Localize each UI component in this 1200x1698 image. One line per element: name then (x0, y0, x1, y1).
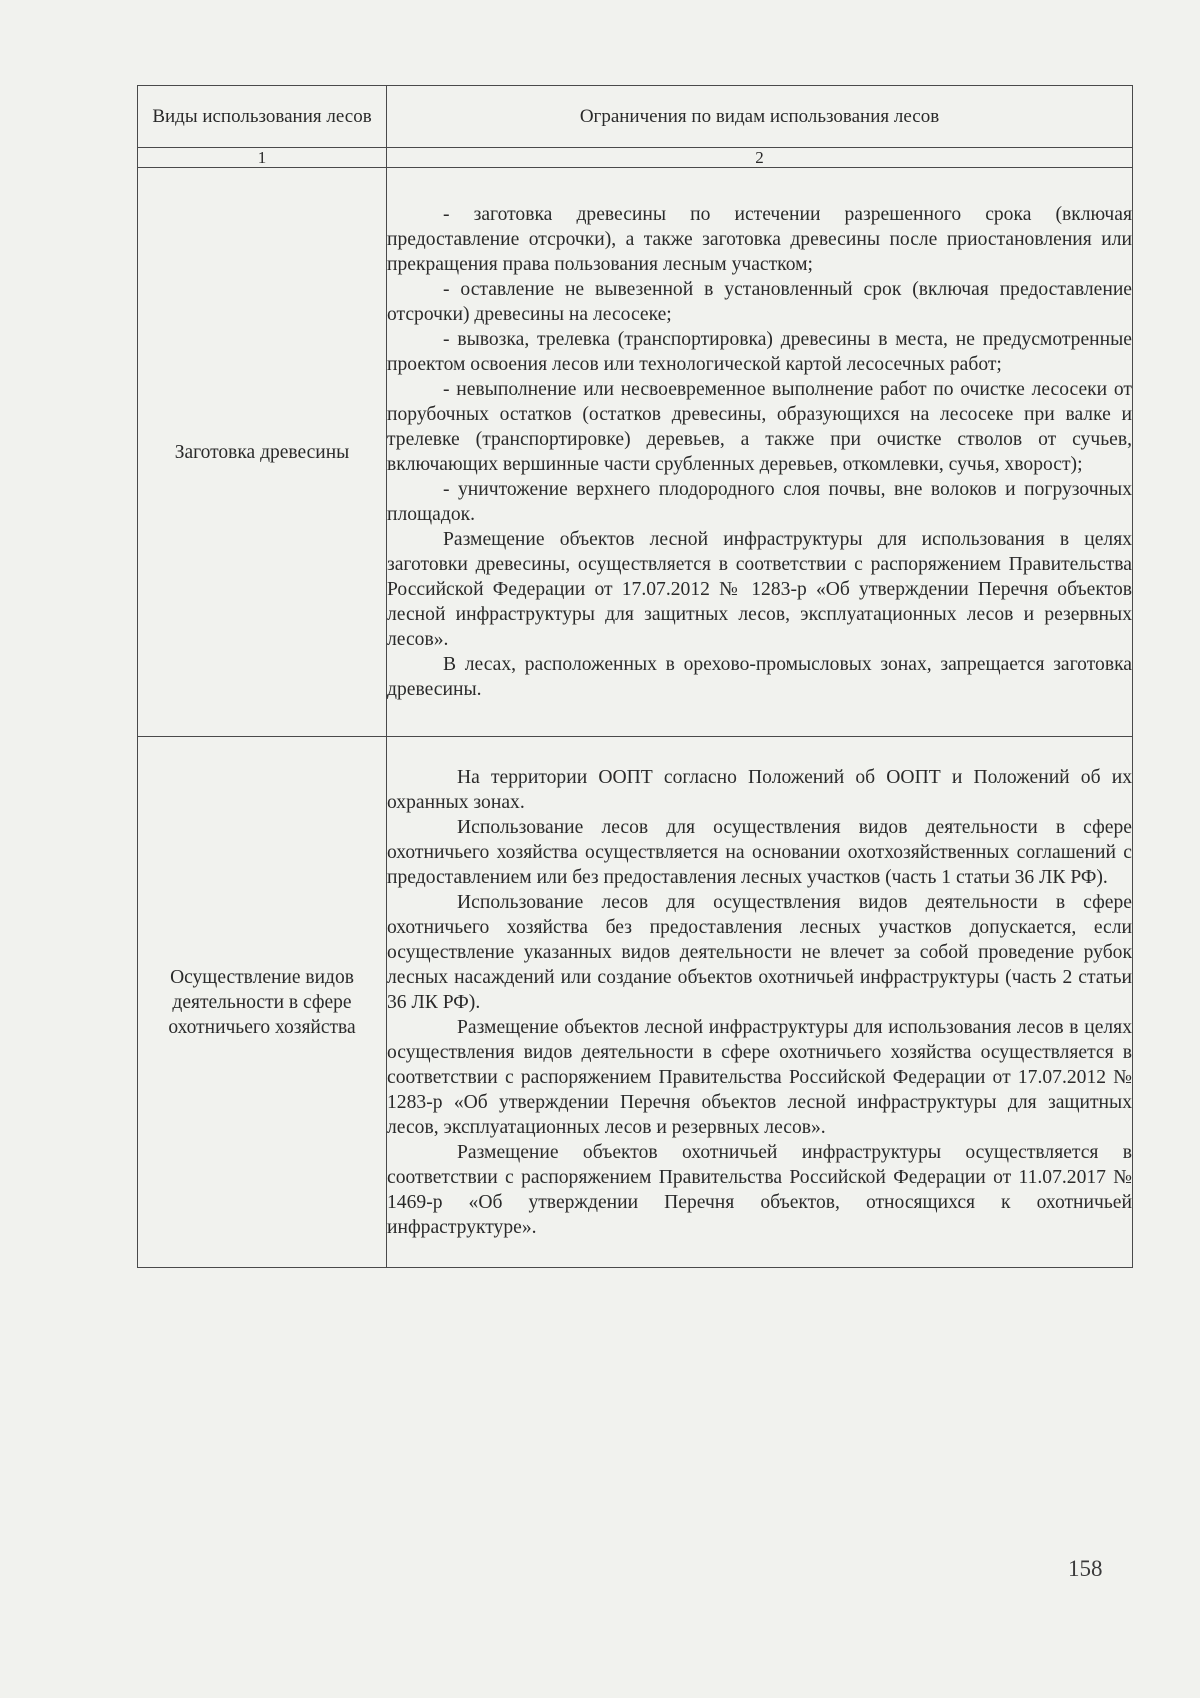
restriction-paragraph: Использование лесов для осуществления видов деятельности в сфере охотничьего хозяйства осуществляется на основании охотхозяйственных соглашений с предоставлением или без предоставления лесных участков (часть 1 статьи 36 ЛК РФ). (387, 816, 1132, 888)
page-number: 158 (1068, 1556, 1103, 1581)
column-number-row (138, 148, 1133, 168)
restriction-paragraph: Размещение объектов лесной инфраструктуры для использования в целях заготовки древесины, осуществляется в соответствии с распоряжением Правительства Российской Федерации от 17.07.2012 № 1283-р «Об утверждении Перечня объектов лесной инфраструктуры для защитных лесов, эксплуатационных лесов и резервных лесов». (387, 529, 1132, 650)
restriction-paragraph: - заготовка древесины по истечении разрешенного срока (включая предоставление отсрочки), а также заготовка древесины после приостановления или прекращения права пользования лесным участком; (387, 204, 1132, 275)
table-header-row (138, 86, 1133, 148)
restriction-paragraph: - уничтожение верхнего плодородного слоя почвы, вне волоков и погрузочных площадок. (387, 479, 1132, 525)
table-row (138, 168, 1133, 737)
column-number: 1 (138, 148, 387, 168)
usage-kind-cell: Осуществление видов деятельности в сфере охотничьего хозяйства (138, 737, 387, 1268)
restriction-paragraph: Использование лесов для осуществления видов деятельности в сфере охотничьего хозяйства без предоставления лесных участков допускается, если осуществление указанных видов деятельности не влечет за собой проведение рубок лесных насаждений или создание объектов охотничьей инфраструктуры (часть 2 статьи 36 ЛК РФ). (387, 891, 1132, 1013)
restrictions-table (137, 85, 1133, 1268)
usage-kind-cell: Заготовка древесины (138, 168, 387, 737)
restrictions-cell (387, 168, 1133, 737)
restriction-paragraph: - вывозка, трелевка (транспортировка) древесины в места, не предусмотренные проектом освоения лесов или технологической картой лесосечных работ; (387, 329, 1132, 375)
restriction-paragraph: Размещение объектов охотничьей инфраструктуры осуществляется в соответствии с распоряжением Правительства Российской Федерации от 11.07.2017 № 1469-р «Об утверждении Перечня объектов, относящихся к охотничьей инфраструктуре». (387, 1141, 1132, 1238)
header-cell-restrictions: Ограничения по видам использования лесов (387, 86, 1133, 148)
restriction-paragraph: - невыполнение или несвоевременное выполнение работ по очистке лесосеки от порубочных остатков (остатков древесины, образующихся на лесосеке при валке и трелевке (транспортировке) деревьев, а также при очистке стволов от сучьев, включающих вершинные части срубленных деревьев, откомлевки, сучья, хворост); (387, 379, 1132, 475)
table-row (138, 737, 1133, 1268)
column-number: 2 (387, 148, 1133, 168)
restriction-paragraph: В лесах, расположенных в орехово-промысловых зонах, запрещается заготовка древесины. (387, 654, 1132, 700)
restrictions-cell (387, 737, 1133, 1268)
restriction-paragraph: Размещение объектов лесной инфраструктуры для использования лесов в целях осуществления видов деятельности в сфере охотничьего хозяйства осуществляется в соответствии с распоряжением Правительства Российской Федерации от 17.07.2012 № 1283-р «Об утверждении Перечня объектов лесной инфраструктуры для защитных лесов, эксплуатационных лесов и резервных лесов». (387, 1016, 1132, 1138)
restriction-paragraph: На территории ООПТ согласно Положений об ООПТ и Положений об их охранных зонах. (387, 766, 1132, 813)
restriction-paragraph: - оставление не вывезенной в установленный срок (включая предоставление отсрочки) древесины на лесосеке; (387, 279, 1132, 325)
header-cell-kinds: Виды использования лесов (138, 86, 387, 148)
